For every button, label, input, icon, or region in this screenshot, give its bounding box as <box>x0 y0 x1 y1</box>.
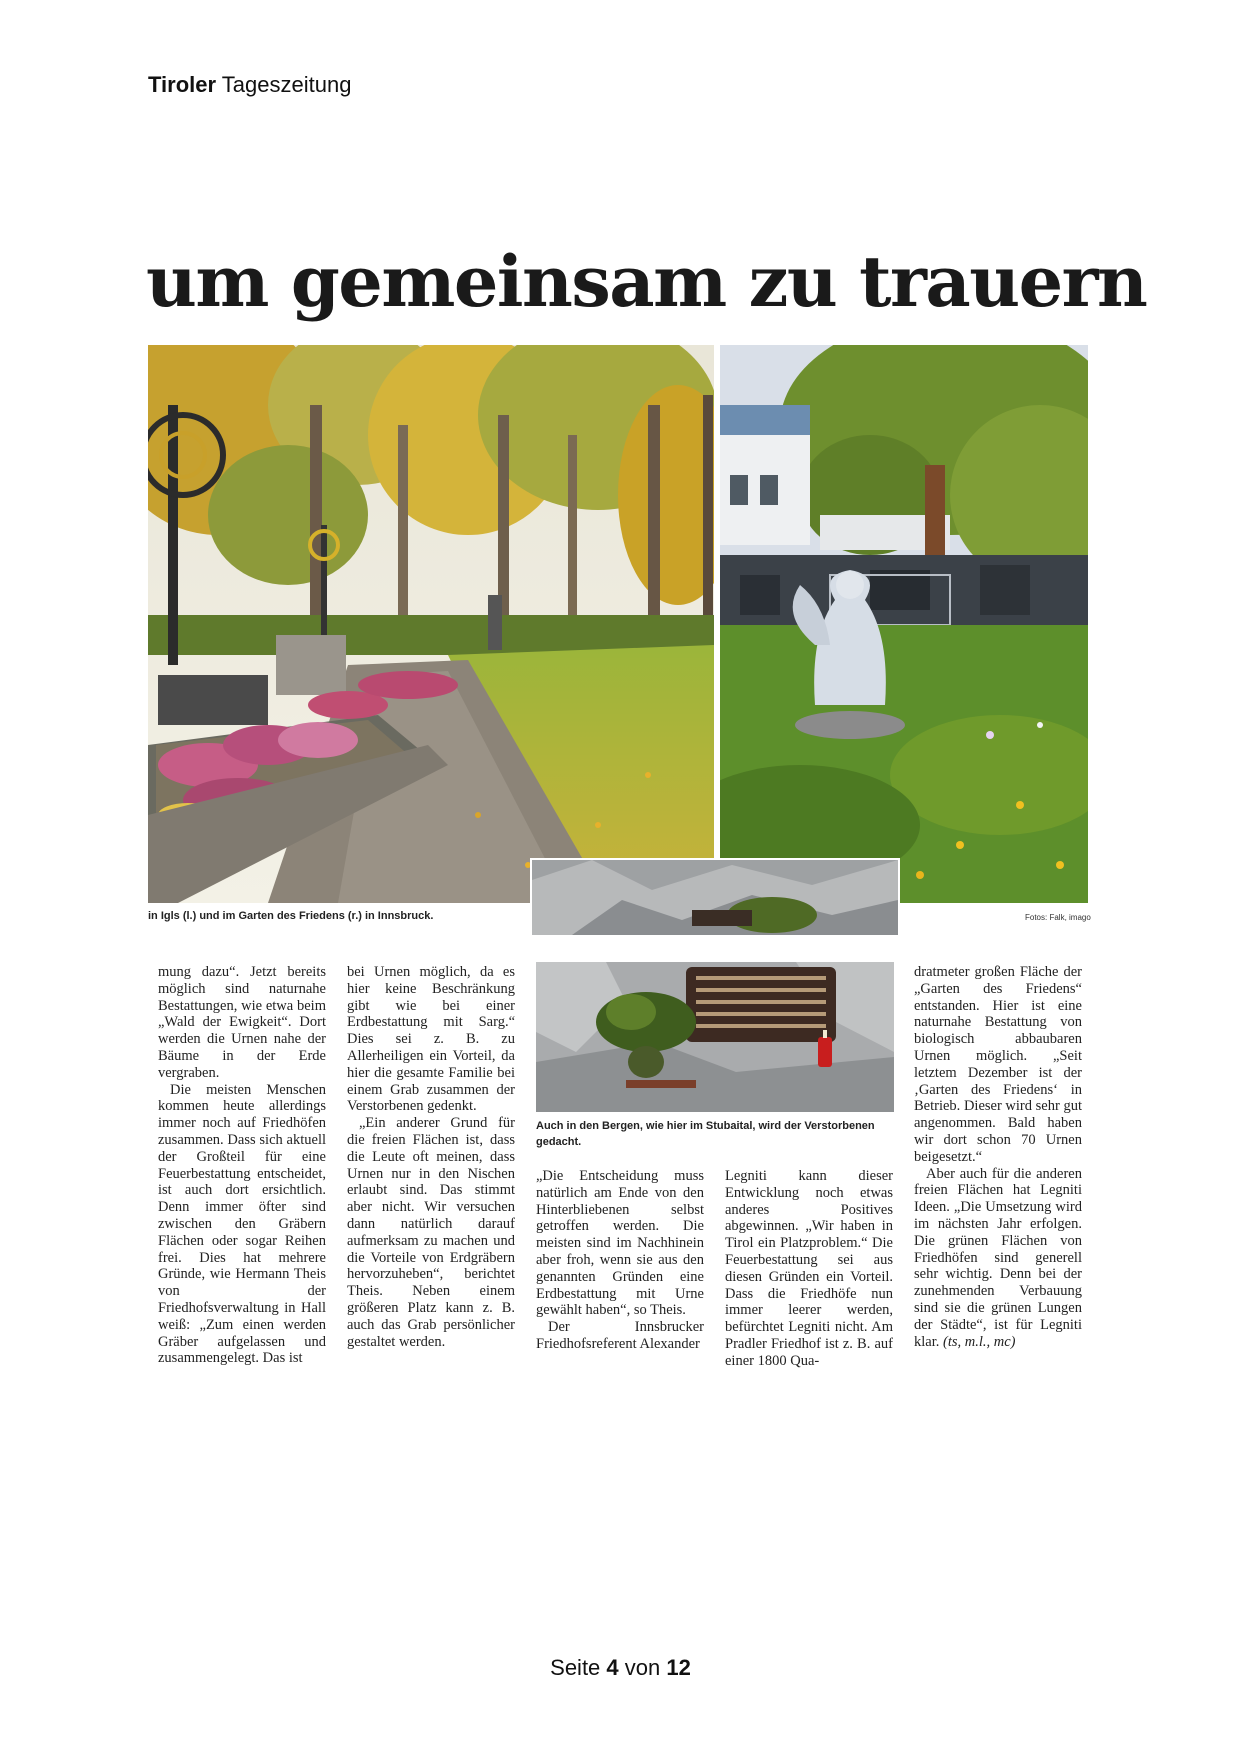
memorial-plaque-photo <box>536 962 894 1112</box>
masthead-rest: Tageszeitung <box>216 72 352 97</box>
current-page: 4 <box>606 1655 619 1680</box>
paragraph: mung dazu“. Jetzt bereits möglich sind naturnahe Bestattungen, wie etwa beim „Wald der Ewigkeit“. Dort werden die Urnen nahe der Bäume in der Erde vergraben. <box>158 964 326 1081</box>
article-column-1 <box>158 964 326 1367</box>
photo-credit: Fotos: Falk, imago <box>1025 913 1091 922</box>
cemetery-autumn-photo <box>148 345 714 903</box>
paragraph: Die meisten Menschen kommen heute allerdings immer noch auf Friedhöfen zusammen. Dass sich aktuell der Großteil für eine Feuerbestattung entscheidet, ist auch dort ersichtlich. Denn immer öfter sind zwischen den Gräbern Flächen oder sogar Reihen frei. Dies hat mehrere Gründe, wie Hermann Theis von der Friedhofsverwaltung in Hall weiß: „Zum einen werden Gräber aufgelassen und zusammengelegt. Das ist <box>158 1081 326 1367</box>
article-column-3a <box>536 1168 704 1353</box>
photo-caption: in Igls (l.) und im Garten des Friedens (r.) in Innsbruck. <box>148 910 434 922</box>
paragraph: Der Innsbrucker Friedhofsreferent Alexander <box>536 1319 704 1352</box>
paragraph: bei Urnen möglich, da es hier keine Beschränkung gibt wie bei einer Erdbestattung mit Sarg.“ Dies sei z. B. zu Allerheiligen ein Vorteil, da hier die gesamte Familie bei einem Grab zusammen der Verstorbenen gedenkt. <box>347 964 515 1115</box>
masthead-bold: Tiroler <box>148 72 217 97</box>
paragraph <box>914 1166 1082 1351</box>
footer-prefix: Seite <box>550 1655 607 1680</box>
memorial-caption: Auch in den Bergen, wie hier im Stubaital, wird der Verstorbenen gedacht. <box>536 1120 875 1148</box>
masthead <box>148 72 351 98</box>
mountain-rock-photo-top <box>530 858 900 937</box>
paragraph-text: Aber auch für die anderen freien Flächen hat Legniti Ideen. „Die Umsetzung wird im nächsten Jahr erfolgen. Die grünen Flächen von Friedhöfen sind generell sehr wichtig. Denn bei der zunehmenden Verbauung sind sie die grünen Lungen der Städte“, ist für Legniti klar. <box>914 1165 1082 1350</box>
headline: um gemeinsam zu trauern <box>146 240 1147 323</box>
paragraph: Legniti kann dieser Entwicklung noch etwas anderes Positives abgewinnen. „Wir haben in Tirol ein Platzproblem.“ Die Feuerbestattung sei aus diesen Gründen ein Vorteil. Dass die Friedhöfe nun immer leerer werden, befürchtet Legniti nicht. Am Pradler Friedhof ist z. B. auf einer 1800 Qua- <box>725 1168 893 1369</box>
angel-garden-photo <box>720 345 1088 903</box>
total-pages: 12 <box>666 1655 691 1680</box>
paragraph: „Ein anderer Grund für die freien Flächen ist, dass die Leute oft meinen, dass Urnen nur in den Nischen erlaubt sind. Das stimmt aber nicht. Wir versuchen dann natürlich darauf aufmerksam zu machen und die Vorteile von Erdgräbern hervorzuheben“, berichtet Theis. Neben einem größeren Platz kann z. B. auch das Grab persönlicher gestaltet werden. <box>347 1115 515 1350</box>
article-column-4 <box>914 964 1082 1350</box>
article-column-3b <box>725 1168 893 1370</box>
paragraph: dratmeter großen Fläche der „Garten des Friedens“ entstanden. Hier ist eine naturnahe Bestattung von biologisch abbaubaren Urnen möglich. „Seit letztem Dezember ist der ‚Garten des Friedens‘ in Betrieb. Dieser wird sehr gut angenommen. Bald haben wir dort schon 70 Urnen beigesetzt.“ <box>914 964 1082 1165</box>
paragraph: „Die Entscheidung muss natürlich am Ende von den Hinterbliebenen selbst getroffen werden. Die meisten sind im Nachhinein aber froh, wenn sie aus den genannten Gründen eine Erdbestattung mit Urne gewählt haben“, so Theis. <box>536 1168 704 1319</box>
author-signoff: (ts, m.l., mc) <box>943 1333 1016 1350</box>
page-footer <box>0 1655 1241 1681</box>
footer-middle: von <box>618 1655 667 1680</box>
article-column-2 <box>347 964 515 1350</box>
